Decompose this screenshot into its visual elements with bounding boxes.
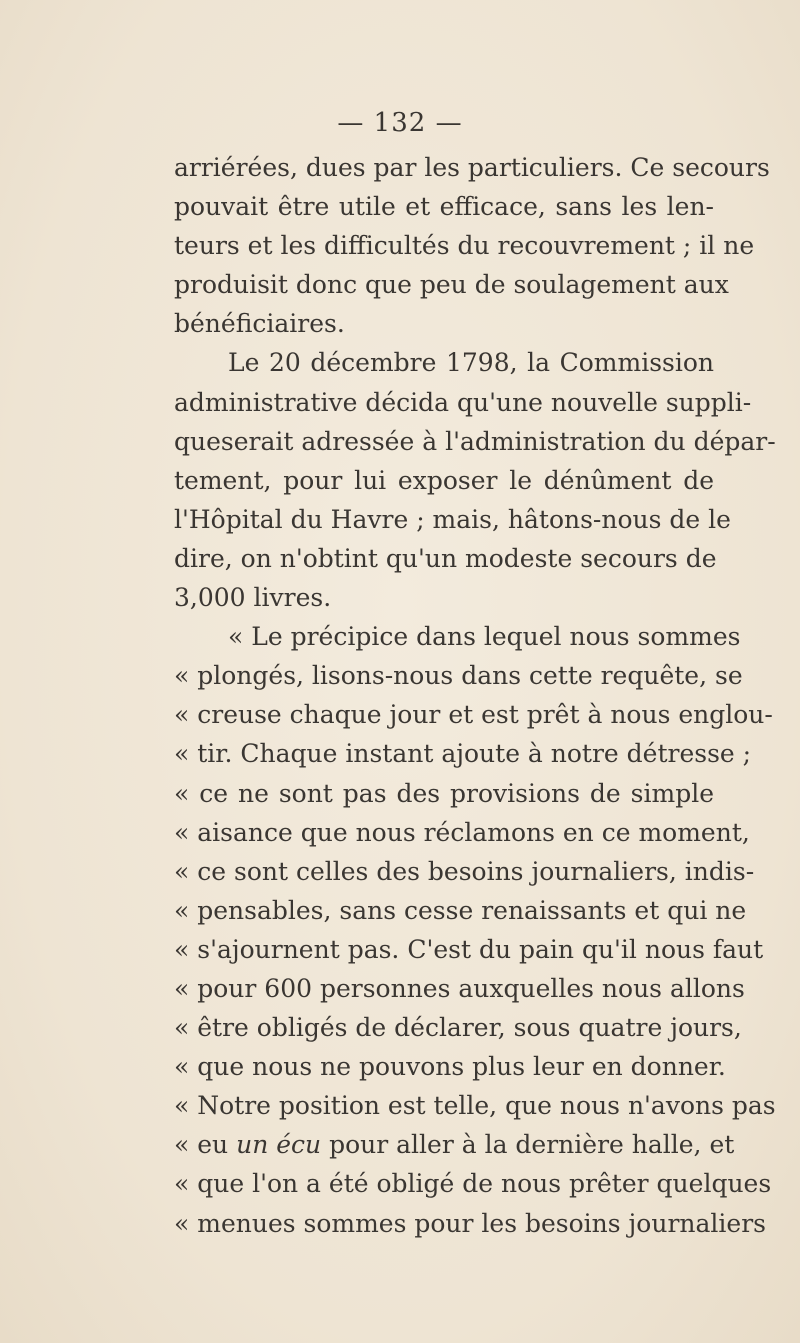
quote-line: « que l'on a été obligé de nous prêter quelques — [174, 1169, 772, 1199]
body-text — [174, 148, 776, 1243]
text-line: queserait adressée à l'administration du dépar- — [174, 426, 776, 456]
quote-line: « pour 600 personnes auxquelles nous allons — [174, 973, 745, 1003]
quote-line: « s'ajournent pas. C'est du pain qu'il nous faut — [174, 934, 764, 964]
italic-phrase: un écu — [236, 1130, 322, 1160]
text-line: Le 20 décembre 1798, la Commission — [228, 348, 714, 378]
quote-line-with-italic — [174, 1125, 735, 1164]
text-line: produisit donc que peu de soulagement aux — [174, 270, 729, 300]
text-line: arriérées, dues par les particuliers. Ce secours — [174, 153, 770, 182]
quote-line-end: pour aller à la dernière halle, et — [321, 1130, 735, 1160]
text-line: pouvait être utile et efficace, sans les len- — [174, 192, 714, 222]
quote-line: « ce ne sont pas des provisions de simple — [174, 778, 714, 808]
page-number: — 132 — — [337, 108, 463, 138]
quote-line-start: « eu — [174, 1130, 237, 1160]
quote-line: « ce sont celles des besoins journaliers, indis- — [174, 856, 755, 886]
quote-line: « Notre position est telle, que nous n'avons pas — [174, 1091, 776, 1121]
text-line: teurs et les difficultés du recouvrement ; il ne — [174, 231, 755, 261]
quote-line: « aisance que nous réclamons en ce moment, — [174, 817, 750, 847]
quote-line: « Le précipice dans lequel nous sommes — [228, 622, 741, 652]
text-line: bénéficiaires. — [174, 309, 345, 339]
text-line: dire, on n'obtint qu'un modeste secours de — [174, 543, 717, 573]
text-line: l'Hôpital du Havre ; mais, hâtons-nous de le — [174, 504, 731, 534]
quote-line: « être obligés de déclarer, sous quatre jours, — [174, 1013, 742, 1043]
quote-line: « que nous ne pouvons plus leur en donner. — [174, 1052, 726, 1082]
text-line: tement, pour lui exposer le dénûment de — [174, 465, 714, 495]
quote-line: « creuse chaque jour et est prêt à nous englou- — [174, 700, 773, 730]
text-line: administrative décida qu'une nouvelle suppli- — [174, 387, 752, 417]
quote-line: « plongés, lisons-nous dans cette requête, se — [174, 661, 743, 691]
quote-line: « tir. Chaque instant ajoute à notre détresse ; — [174, 739, 752, 769]
text-line: 3,000 livres. — [174, 583, 332, 613]
quote-line: « pensables, sans cesse renaissants et qui ne — [174, 895, 747, 925]
quote-line: « menues sommes pour les besoins journaliers — [174, 1208, 766, 1238]
